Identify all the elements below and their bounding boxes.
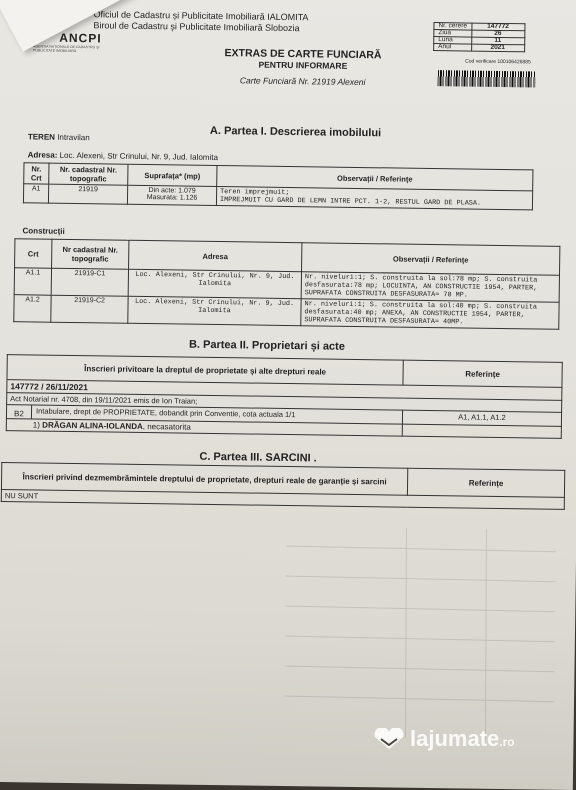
watermark-tld: .ro [499, 735, 515, 749]
meta-value: 26 [471, 30, 524, 38]
document-title: EXTRAS DE CARTE FUNCIARĂ [224, 47, 382, 62]
part-b-heading: B. Partea II. Proprietari și acte [188, 338, 345, 353]
col-header: Suprafața* (mp) [128, 164, 217, 186]
entry-id: 147772 / 26/11/2021 [7, 380, 562, 401]
intabulare-refs: A1, A1.1, A1.2 [402, 410, 561, 426]
col-header: Crt [15, 239, 52, 269]
logo-text: ANCPI [33, 28, 103, 45]
teren-type: Intravilan [57, 132, 90, 143]
col-header: Observații / Referințe [217, 166, 533, 191]
meta-value: 2021 [471, 44, 524, 52]
suprafata-masurata: Masurata: 1.126 [146, 194, 198, 202]
adresa-line [28, 150, 218, 162]
watermark-brand: lajumate [410, 726, 500, 751]
act-notarial: Act Notarial nr. 4708, din 19/11/2021 emis de Ion Traian; [7, 393, 562, 413]
cell-adresa: Loc. Alexeni, Str Crinului, Nr. 9, Jud. Ialomita [128, 269, 301, 298]
col-header: Nr. cadastral Nr. topografic [49, 163, 128, 185]
cell-observatii: Nr. niveluri:1; S. construita la sol:40 mp; S. construita desfasurata:40 mp; ANEXA, AN CONSTRUCTIE 1954, PARTER, SUPRAFATA CONSTRUITA DESFASURATA= 40MP. [301, 299, 559, 330]
part-a-heading: A. Partea I. Descrierea imobilului [209, 124, 382, 140]
meta-value: 11 [471, 37, 524, 45]
col-header: Observații / Referințe [302, 243, 560, 276]
constructii-label: Construcții [22, 226, 65, 236]
intabulare-text: Intabulare, drept de PROPRIETATE, dobandit prin Conventie, cota actuala 1/1 [35, 406, 296, 420]
cell-cadastral: 21919 [48, 184, 127, 204]
col-header: Nr cadastral Nr. topografic [52, 239, 129, 269]
office-header [93, 9, 308, 34]
col-header: Referințe [403, 360, 562, 387]
partc-table [1, 462, 566, 510]
cell-cadastral: 21919-C1 [51, 268, 128, 296]
document-title-block [193, 47, 414, 88]
part-c-heading: C. Partea III. SARCINI . [199, 450, 317, 465]
owner-index: 1) [32, 420, 41, 430]
owner-refs [402, 424, 561, 438]
office-line-2: Biroul de Cadastru și Publicitate Imobiliară Slobozia [93, 20, 300, 34]
partb-table [6, 354, 563, 439]
barcode-label: Cod verificare 100106426885 [465, 58, 531, 66]
logo-subtext: AGENȚIA NAȚIONALĂ DE CADASTRU ȘI PUBLICITATE IMOBILIARĂ [33, 44, 100, 54]
heart-logo-icon [372, 728, 406, 750]
owner-name: DRĂGAN ALINA-IOLANDA [42, 420, 143, 432]
sarcini-value: NU SUNT [1, 490, 564, 510]
office-line-1: Oficiul de Cadastru și Publicitate Imobiliară IALOMITA [93, 9, 309, 23]
meta-value: 147772 [471, 23, 524, 31]
teren-table [23, 162, 534, 210]
owner-status: , necasatorita [142, 422, 191, 432]
col-header: Nr. Crt [24, 163, 49, 184]
cell-crt: A1.1 [14, 268, 51, 296]
suprafata-acte: Din acte: 1.079 [148, 187, 196, 195]
teren-line [28, 132, 90, 142]
request-meta-table [433, 22, 525, 52]
show-through-marks [284, 526, 557, 740]
adresa-value: Loc. Alexeni, Str Crinului, Nr. 9, Jud. Ialomita [59, 150, 218, 163]
carte-funciara-number: Carte Funciară Nr. 21919 Alexeni [239, 75, 366, 88]
col-header: Înscrieri privitoare la dreptul de proprietate și alte drepturi reale [7, 355, 403, 386]
cell-adresa: Loc. Alexeni, Str Crinului, Nr. 9, Jud. Ialomita [128, 296, 301, 325]
cell-suprafata [127, 185, 216, 205]
obs-line-1: Teren imprejmuit; [220, 188, 290, 198]
b-code: B2 [7, 405, 32, 418]
obs-line-2: IMPREJMUIT CU GARD DE LEMN INTRE PCT. 1-2, RESTUL GARD DE PLASA. [219, 196, 482, 208]
lajumate-watermark [372, 726, 515, 752]
adresa-label: Adresa: [27, 150, 58, 160]
meta-label: Anul [434, 44, 472, 52]
cell-observatii: Nr. niveluri:1; S. construita la sol:78 mp; S. construita desfasurata:78 mp; LOCUINTA, AN CONSTRUCTIE 1954, PARTER, SUPRAFATA CONSTRUITA DESFASURATA= 78 MP. [301, 272, 559, 303]
document-subtitle: PENTRU INFORMARE [258, 59, 348, 71]
meta-label: Luna [434, 37, 472, 45]
meta-label: Nr. cerere [434, 23, 472, 31]
col-header: Adresa [129, 240, 302, 271]
cell-cadastral: 21919-C2 [51, 295, 128, 323]
meta-label: Ziua [434, 30, 472, 38]
col-header: Referințe [407, 468, 564, 497]
teren-label: TEREN [27, 132, 56, 142]
cell-observatii [216, 187, 532, 210]
cell-crt: A1.2 [14, 295, 51, 323]
constructii-table [13, 238, 560, 330]
barcode [438, 70, 536, 87]
col-header: Înscrieri privind dezmembrămintele dreptului de proprietate, drepturi reale de garanție și sarcini [1, 463, 407, 496]
cell-crt: A1 [23, 184, 48, 203]
